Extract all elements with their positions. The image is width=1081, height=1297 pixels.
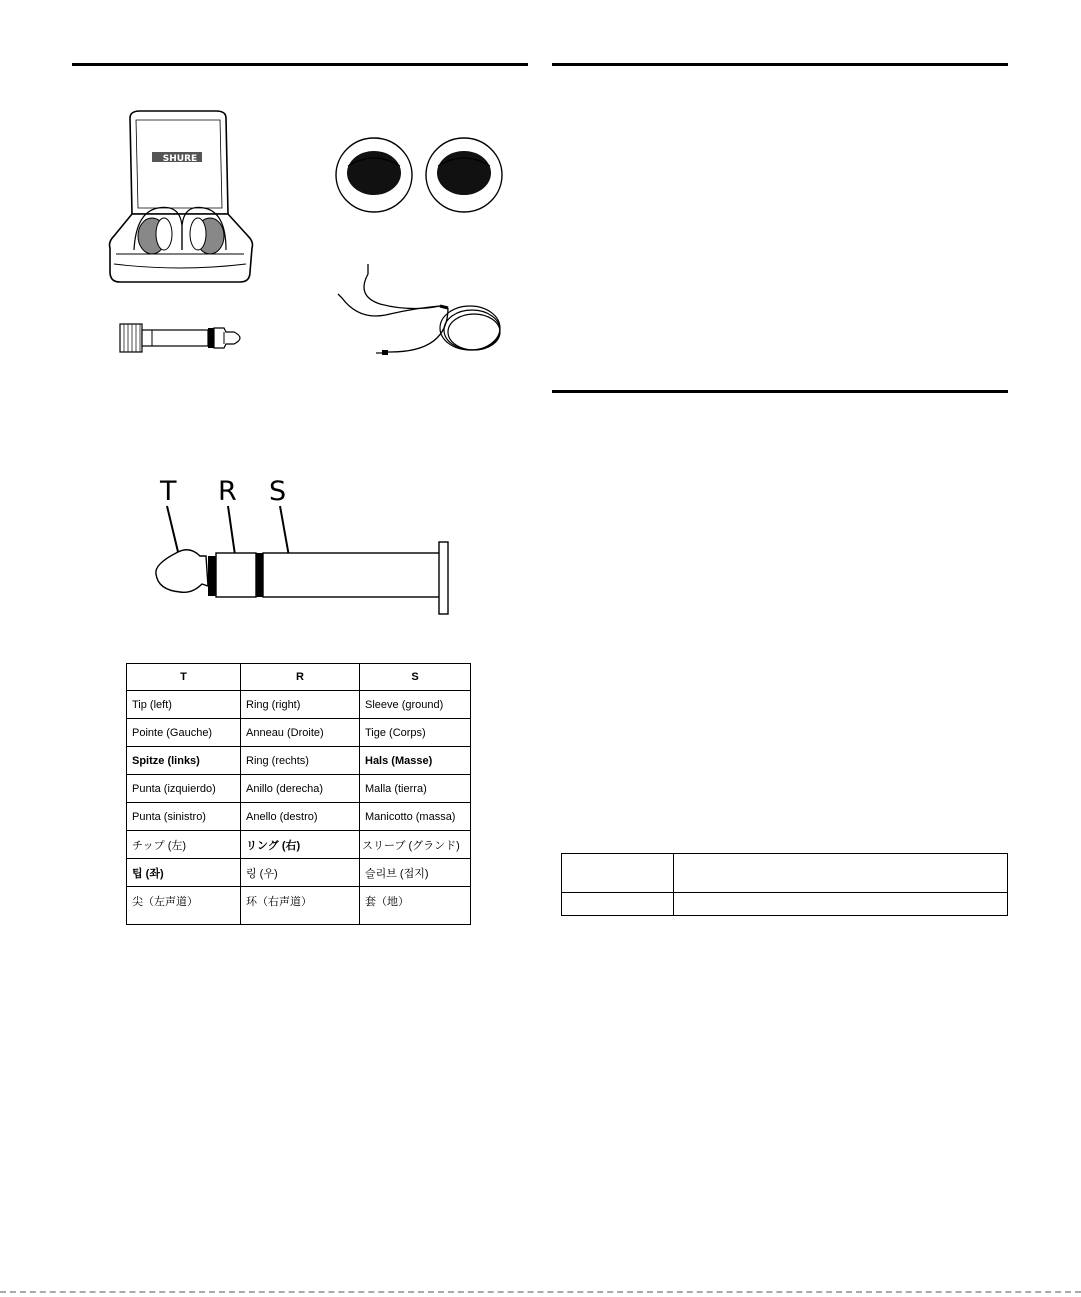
header-sleeve: S (360, 664, 471, 691)
plug-label-sleeve: S (269, 476, 287, 507)
table-header-row (127, 664, 471, 691)
table-cell (562, 854, 674, 893)
cell-ring: Ring (rechts) (241, 747, 360, 775)
cell-ring: Ring (right) (241, 691, 360, 719)
cell-sleeve: 套（地） (360, 887, 471, 925)
right-section-rule-middle (552, 390, 1008, 393)
empty-spec-table (561, 853, 1008, 916)
table-row (127, 831, 471, 859)
cell-tip: Tip (left) (127, 691, 241, 719)
table-cell (674, 893, 1008, 916)
cell-ring: リング (右) (241, 831, 360, 859)
table-row (127, 747, 471, 775)
cell-sleeve: Malla (tierra) (360, 775, 471, 803)
table-row (562, 854, 1008, 893)
cell-sleeve: Sleeve (ground) (360, 691, 471, 719)
quarter-inch-adapter-illustration (118, 318, 248, 358)
header-tip: T (127, 664, 241, 691)
table-cell (674, 854, 1008, 893)
cell-tip: Punta (sinistro) (127, 803, 241, 831)
cell-sleeve: Tige (Corps) (360, 719, 471, 747)
carrying-case-illustration (106, 108, 254, 286)
table-row (127, 691, 471, 719)
table-row (127, 803, 471, 831)
plug-label-ring: R (218, 476, 237, 507)
cell-tip: 尖（左声道） (127, 887, 241, 925)
table-row (127, 859, 471, 887)
cell-sleeve: Hals (Masse) (360, 747, 471, 775)
cell-ring: Anello (destro) (241, 803, 360, 831)
plug-label-tip: T (160, 476, 177, 507)
cell-tip: Spitze (links) (127, 747, 241, 775)
cell-tip: 팁 (좌) (127, 859, 241, 887)
trs-plug-diagram (150, 500, 455, 618)
table-row (127, 775, 471, 803)
table-row (127, 719, 471, 747)
ear-pads-illustration (334, 136, 506, 214)
cell-tip: チップ (左) (127, 831, 241, 859)
cell-ring: 环（右声道） (241, 887, 360, 925)
page-bottom-edge (0, 1291, 1081, 1293)
cell-ring: Anillo (derecha) (241, 775, 360, 803)
table-row (127, 887, 471, 925)
cell-sleeve: Manicotto (massa) (360, 803, 471, 831)
left-section-rule (72, 63, 528, 66)
cell-tip: Punta (izquierdo) (127, 775, 241, 803)
trs-wiring-table (126, 663, 471, 925)
header-ring: R (241, 664, 360, 691)
cell-sleeve: スリーブ (グランド) (360, 831, 471, 859)
cell-ring: Anneau (Droite) (241, 719, 360, 747)
table-cell (562, 893, 674, 916)
right-section-rule-top (552, 63, 1008, 66)
cell-tip: Pointe (Gauche) (127, 719, 241, 747)
cable-illustration (330, 262, 508, 362)
cell-ring: 링 (우) (241, 859, 360, 887)
cell-sleeve: 슬리브 (접지) (360, 859, 471, 887)
case-logo: SHURE (162, 154, 198, 164)
table-row (562, 893, 1008, 916)
